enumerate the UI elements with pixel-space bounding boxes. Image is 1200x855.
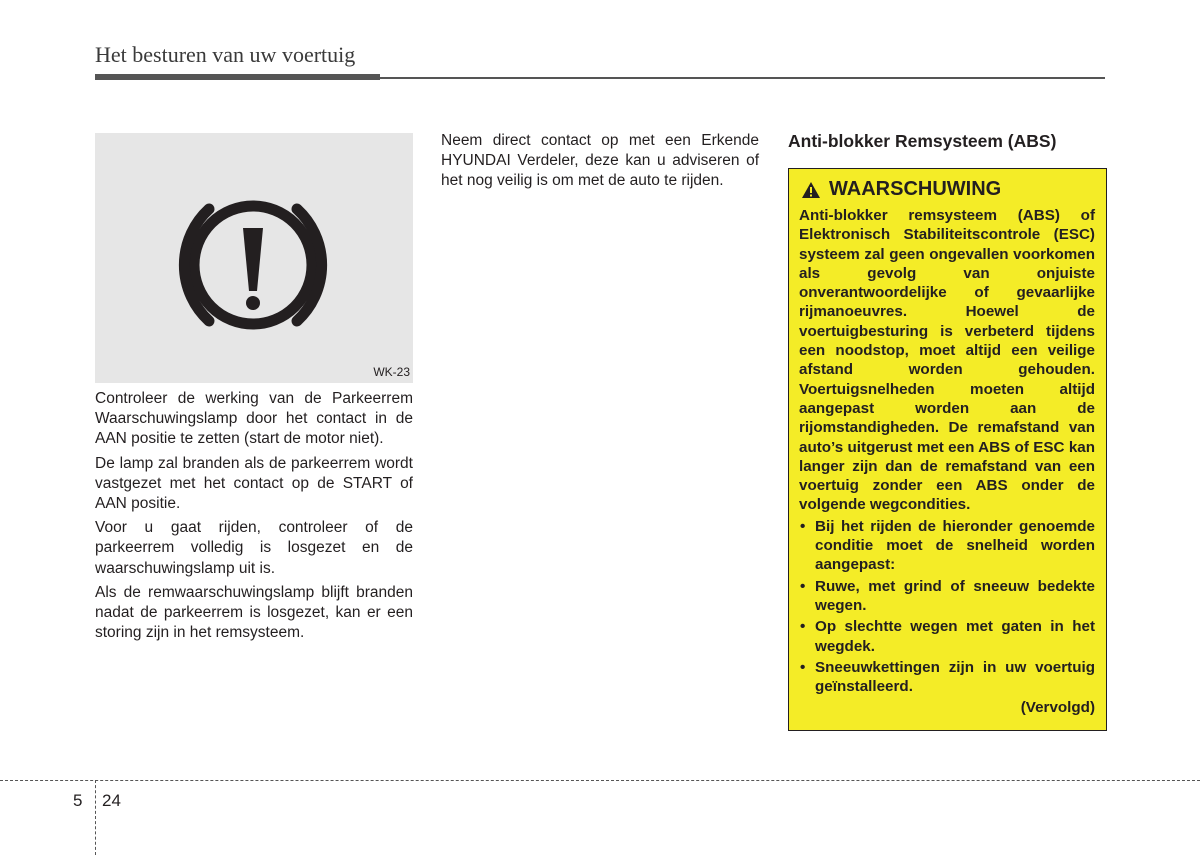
bullet: • — [800, 577, 806, 595]
warning-triangle-icon — [801, 181, 821, 199]
footer-page-separator — [95, 780, 96, 855]
column-2 — [441, 131, 759, 192]
warning-bullet-list — [799, 517, 1095, 697]
list-item — [799, 617, 1095, 656]
page-header-title: Het besturen van uw voertuig — [95, 42, 356, 67]
warning-title-row — [801, 178, 1095, 201]
bullet-text: Sneeuwkettingen zijn in uw voertuig geïnstalleerd. — [815, 658, 1095, 696]
list-item — [799, 658, 1095, 697]
chapter-number: 5 — [73, 791, 83, 810]
continued-label: (Vervolgd) — [1020, 699, 1095, 717]
paragraph: Controleer de werking van de Parkeerrem Waarschuwingslamp door het contact in de AAN positie te zetten (start de motor niet). — [95, 390, 413, 448]
warning-text: Anti-blokker remsysteem (ABS) of Elektronisch Stabiliteitscontrole (ESC) systeem zal geen ongevallen voorkomen als gevolg van onjuiste onverantwoordelijke of gevaarlijke rijmanoeuvres. Hoewel de voertuigbesturing is verbeterd tijdens een noodstop, moet altijd een veilige afstand worden gehouden. Voertuigsnelheden moeten altijd aangepast worden aan de rijomstandigheden. De remafstand van auto’s uitgerust met een ABS of ESC kan langer zijn dan de remafstand van een voertuig zonder een ABS onder de volgende wegcondities. — [799, 207, 1095, 514]
column-1 — [95, 389, 413, 647]
bullet-text: Op slechtte wegen met gaten in het wegdek. — [815, 618, 1095, 655]
brake-warning-figure — [95, 133, 413, 383]
bullet: • — [800, 618, 806, 636]
bullet: • — [800, 517, 806, 535]
paragraph: De lamp zal branden als de parkeerrem wordt vastgezet met het contact op de START of AAN positie. — [95, 454, 413, 513]
bullet-text: Ruwe, met grind of sneeuw bedekte wegen. — [815, 577, 1095, 614]
brake-warning-icon — [95, 133, 413, 383]
footer-divider — [0, 780, 1200, 781]
list-item — [799, 577, 1095, 616]
paragraph: Als de remwaarschuwingslamp blijft branden nadat de parkeerrem is losgezet, kan er een storing zijn in het remsysteem. — [95, 583, 413, 642]
paragraph: Voor u gaat rijden, controleer of de parkeerrem volledig is losgezet en de waarschuwingslamp uit is. — [95, 519, 413, 577]
list-item — [799, 517, 1095, 575]
paragraph: Neem direct contact op met een Erkende HYUNDAI Verdeler, deze kan u adviseren of het nog veilig is om met de auto te rijden. — [441, 132, 759, 190]
warning-box — [788, 168, 1107, 731]
abs-section-heading: Anti-blokker Remsysteem (ABS) — [788, 131, 1057, 151]
header-rule — [95, 77, 1105, 79]
bullet: • — [800, 658, 806, 676]
bullet-text: Bij het rijden de hieronder genoemde conditie moet de snelheid worden aangepast: — [815, 517, 1095, 574]
figure-code: WK-23 — [373, 365, 410, 379]
page-number: 24 — [102, 791, 121, 810]
warning-title: WAARSCHUWING — [829, 178, 1002, 200]
warning-body — [799, 206, 1095, 718]
